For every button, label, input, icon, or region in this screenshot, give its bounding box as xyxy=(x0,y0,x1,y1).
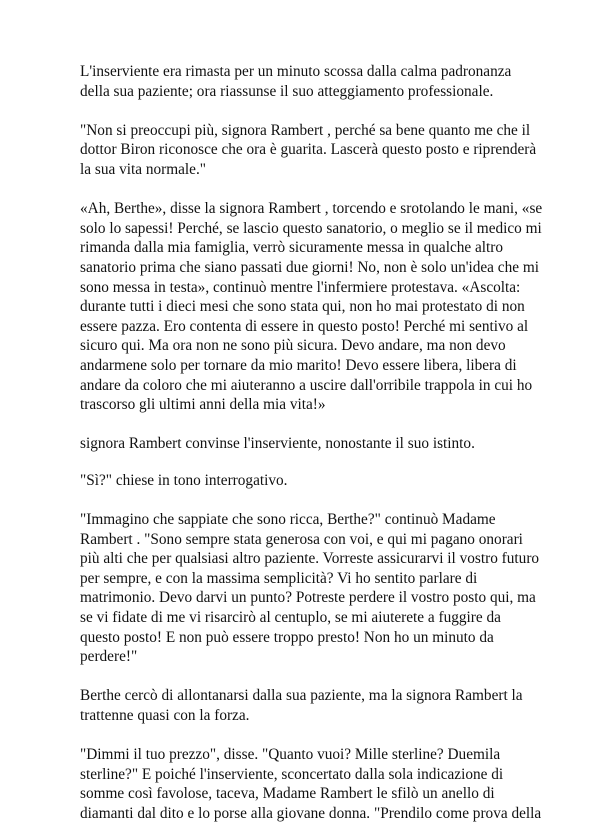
paragraph-5: "Sì?" chiese in tono interrogativo. xyxy=(80,471,288,489)
paragraph-1: L'inserviente era rimasta per un minuto scossa dalla calma padronanza della sua paziente; ora riassunse il suo atteggiamento professionale. xyxy=(80,63,512,100)
paragraph-8: "Dimmi il tuo prezzo", disse. "Quanto vuoi? Mille sterline? Duemila sterline?" E poiché l'inserviente, sconcertato dalla sola indicazione di somme così favolose, taceva, Madame Rambert le sfilò un anello di diamanti dal dito e lo porse alla giovane donna. "Prendilo come prova della xyxy=(80,746,542,822)
paragraph-7: Berthe cercò di allontanarsi dalla sua paziente, ma la signora Rambert la trattenne quasi con la forza. xyxy=(80,687,523,724)
paragraph-3: «Ah, Berthe», disse la signora Rambert , torcendo e srotolando le mani, «se solo lo sapessi! Perché, se lascio questo sanatorio, o meglio se il medico mi rimanda dalla mia famiglia, verrò sicuramente messa in qualche altro sanatorio prima che siano passati due giorni! No, non è solo un'idea che mi sono messa in testa», continuò mentre l'infermiere protestava. «Ascolta: durante tutti i dieci mesi che sono stata qui, non ho mai protestato di non essere pazza. Ero contenta di essere in questo posto! Perché mi sentivo al sicuro qui. Ma ora non ne sono più sicura. Devo andare, ma non devo andarmene solo per tornare da mio marito! Devo essere libera, libera di andare da coloro che mi aiuteranno a uscire dall'orribile trappola in cui ho trascorso gli ultimi anni della mia vita!» xyxy=(80,200,543,414)
paragraph-2: "Non si preoccupi più, signora Rambert , perché sa bene quanto me che il dottor Biron riconosce che ora è guarita. Lascerà questo posto e riprenderà la sua vita normale." xyxy=(80,121,537,178)
paragraph-4: signora Rambert convinse l'inserviente, nonostante il suo istinto. xyxy=(80,435,475,453)
paragraph-6: "Immagino che sappiate che sono ricca, Berthe?" continuò Madame Rambert . "Sono sempre stata generosa con voi, e qui mi pagano onorari più alti che per qualsiasi altro paziente. Vorreste assicurarvi il vostro futuro per sempre, e con la massima semplicità? Vi ho sentito parlare di matrimonio. Devo darvi un punto? Potreste perdere il vostro posto qui, ma se vi fidate di me vi risarcirò al centuplo, se mi aiuterete a fuggire da questo posto! E non può essere troppo presto! Non ho un minuto da perdere!" xyxy=(80,511,540,666)
